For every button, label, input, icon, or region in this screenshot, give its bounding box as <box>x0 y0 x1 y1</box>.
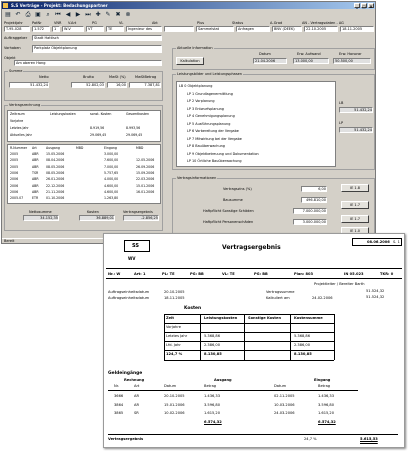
netto-field[interactable]: 51.432,24 <box>9 82 49 88</box>
report-info-label-1: Auftragseinheitsdatum <box>108 290 150 294</box>
table-cell[interactable]: ABR <box>32 158 39 163</box>
lp-value: 51.432,24 <box>339 127 373 133</box>
table-cell[interactable]: 01.10.2006 <box>46 196 65 201</box>
vnr-field[interactable]: 1 <box>52 26 60 32</box>
report-title: Vertragsergebnis <box>222 244 281 251</box>
table-cell[interactable]: ABR <box>32 189 39 194</box>
bausumme-label: Bausumme <box>223 198 243 202</box>
geld-cell: 1.436,33 <box>204 394 221 398</box>
bausumme-field[interactable]: 496.810,00 <box>301 197 327 203</box>
new-icon[interactable]: ✚ <box>95 11 101 18</box>
kosten-vrule <box>164 314 165 360</box>
ergebnis-label: Vertragsergebnis <box>108 437 144 441</box>
geld-cell: SR <box>134 411 139 415</box>
geld-cell: 3865 <box>114 411 124 415</box>
report-head-cell: VL: TE <box>222 272 235 276</box>
minimize-button[interactable]: _ <box>356 4 358 9</box>
tree-item[interactable]: LP 4 Genehmigungsplanung <box>187 114 235 118</box>
kosten-header: Leistungskosten <box>204 316 238 320</box>
report-head-cell: PG: BB <box>254 272 268 276</box>
vertrag-start-field[interactable]: 22.10.2005 <box>304 26 338 32</box>
aufwand-label: Erw. Aufwand <box>297 52 321 56</box>
geld-rule <box>108 434 398 435</box>
report-logo <box>124 240 150 252</box>
table-cell[interactable]: 15.01.2006 <box>136 183 155 188</box>
geld-cell: AR <box>134 394 139 398</box>
label-akt: Akt <box>152 21 158 25</box>
kosten-cell: 124,7 % <box>166 352 183 356</box>
table-cell[interactable]: 08.05.2006 <box>46 170 65 175</box>
lb-value: 51.432,24 <box>339 107 373 113</box>
table-cell[interactable]: 2005.07 <box>10 196 24 201</box>
table-cell[interactable]: 12.05.2006 <box>136 158 155 163</box>
report-head-cell: PL: TE <box>162 272 175 276</box>
geld-cell: 6.574,32 <box>204 419 222 424</box>
report-date-box <box>352 238 402 246</box>
table-cell[interactable]: 2006 <box>10 170 19 175</box>
grid-cell: 29.069,45 <box>90 133 107 137</box>
label-vart: V.Art <box>68 21 77 25</box>
potnr-field[interactable]: 1.572 <box>32 26 50 32</box>
aufwand-field: 13.000,00 <box>293 58 329 64</box>
haftpflicht-sonstige-field[interactable]: 7.000.000,00 <box>293 208 327 214</box>
ie17-button-a[interactable]: IE 1.7 <box>341 201 369 209</box>
tree-item[interactable]: LP 1 Grundlagenermittlung <box>187 91 233 96</box>
table-cell[interactable]: 4.600,00 <box>104 189 119 194</box>
vertragsinfo-group <box>172 178 375 238</box>
nettosumme-value: 34.152,35 <box>23 215 59 221</box>
plus-select[interactable] <box>164 26 194 32</box>
grid-header: Eingang <box>104 146 117 150</box>
kosten-rule <box>164 341 334 342</box>
vertragsrechnung-title: Vertragsrechnung <box>9 103 41 107</box>
vertragsrechnung-group <box>4 105 163 231</box>
geld-sub-header: Nr. <box>114 384 119 388</box>
vertrag-end-field[interactable]: 18.11.2005 <box>340 26 374 32</box>
table-cell[interactable]: 26.01.2006 <box>46 177 65 182</box>
table-cell[interactable]: 2005 <box>10 164 19 169</box>
vorhaben-label: Vorhaben <box>4 46 21 50</box>
status-text: Bereit <box>4 239 15 243</box>
label-agrad: A-Grad <box>270 21 283 25</box>
tree-item[interactable]: LB 0 Objektplanung <box>179 84 213 88</box>
table-cell[interactable]: 16.01.2006 <box>136 189 155 194</box>
table-cell[interactable]: 7.600,00 <box>104 158 119 163</box>
geld-rule <box>108 390 358 391</box>
auftraggeber-label: Auftraggeber <box>4 36 28 40</box>
table-cell[interactable]: 08.04.2006 <box>46 158 65 163</box>
report-info-value-1: 20.10.2005 <box>164 290 185 294</box>
maximize-button[interactable]: □ <box>362 4 366 9</box>
geld-cell: 02.11.2005 <box>274 394 295 398</box>
ie17-button-b[interactable]: IE 1.7 <box>341 215 369 223</box>
haftpflicht-sonstige-label: Haftpflicht Sonstige Schäden <box>203 209 254 213</box>
print-icon[interactable]: ⎙ <box>25 11 31 18</box>
grid-header: Ausgang <box>46 146 60 150</box>
kosten-cell: 5.368,86 <box>294 334 311 338</box>
grid-cell: Aktuelles Jahr <box>10 133 32 137</box>
honorar-label: Netto <box>39 75 49 79</box>
kosten-cell: Lfd. Jahr <box>166 343 181 347</box>
kosten-cell: 8.130,85 <box>294 352 312 356</box>
kosten-label: Kosten <box>87 210 99 214</box>
an-select[interactable]: BNV (DEEK) <box>272 26 302 32</box>
close-button[interactable]: x <box>369 4 373 9</box>
table-cell[interactable]: 2005 <box>10 152 19 156</box>
table-cell[interactable]: 2005 <box>10 158 19 163</box>
report-head-cell: Nr.: W <box>108 272 121 276</box>
label-potnr: PotNr <box>32 21 42 25</box>
honorar-erw-field: 50.500,00 <box>333 58 371 64</box>
report-code: WV <box>128 256 136 261</box>
tree-item[interactable]: LP 9 Objektbetreuung und Dokumentation <box>187 151 259 156</box>
geld-cell: 1.615,20 <box>318 411 335 415</box>
geld-cell: 3864 <box>114 402 124 407</box>
lp-label: LP <box>339 121 344 125</box>
auftraggeber-field[interactable]: Stadt Hattisch <box>32 35 162 41</box>
kosten-grid <box>7 110 161 142</box>
table-cell[interactable]: 2006 <box>10 183 19 188</box>
leistung-group <box>172 74 375 170</box>
edit-icon[interactable]: ✎ <box>105 11 111 18</box>
geld-group-header: Ausgang <box>214 378 232 382</box>
report-head-cell: Plan: 803 <box>294 272 314 276</box>
report-mid-value-2: 24.02.2006 <box>312 296 333 300</box>
haftpflicht-personen-label: Haftpflicht Personenschäden <box>203 220 254 224</box>
geld-cell: 20.10.2005 <box>164 394 185 398</box>
mwstbetrag-label: MwStBetrag <box>135 75 157 79</box>
kosten-header: Zeit <box>166 316 174 320</box>
grid-cell: Letztes Jahr <box>10 126 29 130</box>
geld-group-header: Rechnung <box>124 378 145 382</box>
report-projektleiter: Projektleiter / Bereiter Barth <box>314 282 365 286</box>
geld-cell: 1.436,33 <box>318 394 335 398</box>
prev-icon[interactable]: ◀ <box>65 11 71 18</box>
label-projektjahr: Projektjahr <box>4 21 23 25</box>
kosten-vrule <box>290 314 291 360</box>
open-icon[interactable]: ▤ <box>5 11 11 18</box>
last-icon[interactable]: ⏭ <box>85 11 91 18</box>
kosten-header: Kostensumme <box>294 316 323 320</box>
geld-cell: 3.596,80 <box>318 402 335 407</box>
vertragsergebnis-label: Vertragsergebnis <box>123 210 153 214</box>
kosten-rule <box>164 360 334 361</box>
geld-sub-header: Art <box>134 384 140 388</box>
ergebnis-value: 5.615,53 <box>360 437 378 441</box>
vertragsergebnis-value: -2.856,25 <box>123 215 159 221</box>
kosten-cell: Letztes Jahr <box>166 334 188 338</box>
table-cell[interactable]: 2006 <box>10 189 19 194</box>
mwstbetrag-field[interactable]: 7.387,81 <box>129 82 161 88</box>
label-plus: Plus <box>197 21 205 25</box>
kosten-cell: 8.130,85 <box>204 352 222 356</box>
tree-item[interactable]: LP 3 Entwurfsplanung <box>187 106 224 111</box>
table-cell[interactable]: ABR <box>32 183 39 188</box>
table-cell[interactable]: 22.12.2006 <box>46 183 65 188</box>
report-logo-text: SS <box>132 243 139 249</box>
kosten-rule <box>164 323 334 324</box>
lb-label: LB <box>339 101 344 105</box>
vart-select[interactable]: W-V <box>62 26 84 32</box>
grid-header: MBD <box>136 146 144 150</box>
tree-item[interactable]: LP 6 Vorbereitung der Vergabe <box>187 129 239 133</box>
geld-sub-header: Datum <box>164 384 177 388</box>
mwst-field[interactable]: 16,00 <box>107 82 127 88</box>
leistung-title: Leistungsbilder und Leistungsphasen <box>177 72 243 76</box>
report-info-value-2: 18.11.2005 <box>164 296 185 300</box>
kosten-value: 36.889,01 <box>79 215 115 221</box>
objekt-label: Objekt <box>4 56 16 60</box>
report-mid-label-2: Kalkuliert am <box>266 296 290 300</box>
report-document <box>103 233 405 448</box>
label-status: Status <box>232 21 244 25</box>
grid-cell: 29.069,45 <box>126 133 143 137</box>
geld-cell: AR <box>134 402 139 407</box>
first-icon[interactable]: ⏮ <box>55 11 61 18</box>
table-cell[interactable]: 2006 <box>10 177 19 182</box>
brutto-field[interactable]: 52.802,03 <box>71 82 105 88</box>
save-icon[interactable]: ▣ <box>35 11 41 18</box>
haftpflicht-personen-field[interactable]: 3.000.000,00 <box>293 219 327 225</box>
report-right-value-1: 51.524,32 <box>366 289 385 293</box>
report-mid-label-1: Vertragssumme <box>266 290 295 294</box>
report-page: S. 1 <box>393 240 400 244</box>
table-cell[interactable]: 15.05.2006 <box>46 152 65 156</box>
table-cell[interactable]: 4.000,00 <box>104 177 119 182</box>
kalkulation-button[interactable]: Kalkulation <box>176 57 204 65</box>
grid-header: sonst. Kosten <box>90 112 112 116</box>
kosten-vrule <box>334 314 335 360</box>
table-cell[interactable]: ABR <box>32 177 39 182</box>
geld-cell: 6.574,32 <box>318 419 336 424</box>
leistung-tree[interactable] <box>176 81 336 167</box>
mwst-label: MwSt (%) <box>109 75 126 79</box>
kosten-header: Sonstige Kosten <box>248 316 282 320</box>
table-cell[interactable]: 22.03.2006 <box>136 177 155 182</box>
delete-icon[interactable]: ✖ <box>115 11 121 18</box>
grid-header: Art <box>32 146 37 150</box>
report-head-cell: IN 05.023 <box>344 272 364 276</box>
toolbar <box>4 11 132 19</box>
kosten-vrule <box>244 314 245 360</box>
table-cell[interactable]: 5.757,65 <box>104 170 119 175</box>
kosten-cell: Vorjahre <box>166 325 181 329</box>
table-cell[interactable]: 1.263,80 <box>104 196 119 201</box>
table-cell[interactable]: ETR <box>32 196 39 201</box>
vertragszins-field[interactable]: 6,00 <box>301 186 327 192</box>
aktuelle-info-title: Aktuelle Information <box>177 46 213 50</box>
ie18-button[interactable]: IE 1.8 <box>341 184 369 192</box>
back-icon[interactable]: ↶ <box>15 11 21 18</box>
tree-item[interactable]: LP 2 Vorplanung <box>187 99 215 103</box>
main-window <box>1 1 376 244</box>
geld-cell: 3.596,80 <box>204 402 221 407</box>
ergebnis-pct: 24,7 % <box>304 437 317 441</box>
table-cell[interactable]: 26.09.2006 <box>136 164 155 169</box>
label-pg: PG <box>92 21 97 25</box>
vertragszins-label: Vertragszins (%) <box>223 187 252 191</box>
agrad-select[interactable]: Anfragen <box>236 26 270 32</box>
table-cell[interactable]: 21.11.2006 <box>46 189 65 194</box>
grid-header: Leistungskosten <box>50 112 76 116</box>
ie10-button[interactable]: IE 1.0 <box>341 227 369 235</box>
kosten-vrule <box>200 314 201 360</box>
tree-item[interactable]: LP 5 Ausführungsplanung <box>187 121 231 126</box>
kosten-cell: 5.368,86 <box>204 334 221 338</box>
geld-sub-header: Betrag <box>204 384 217 388</box>
summe-title: Summe <box>9 69 23 73</box>
label-vl: VL <box>119 21 124 25</box>
geld-sub-header: Betrag <box>318 384 331 388</box>
report-right-value-2: 51.524,32 <box>366 295 385 299</box>
table-cell[interactable]: TSR <box>32 170 39 175</box>
table-cell[interactable]: 08.05.2006 <box>46 164 65 169</box>
label-vertragsdaten: AN - Vertragsdaten - AG <box>302 21 344 25</box>
akt-select[interactable]: Ingenieur des <box>126 26 162 32</box>
geld-sub-header: Datum <box>274 384 287 388</box>
aktuelle-info-group <box>172 48 375 70</box>
kosten-rule <box>164 350 334 351</box>
summe-group <box>4 71 163 101</box>
grid-header: Zeitraum <box>10 112 25 116</box>
table-cell[interactable]: 15.09.2006 <box>136 170 155 175</box>
vorhaben-field[interactable]: Parkplatz Objektplanung <box>32 45 162 53</box>
vl-select[interactable]: TE <box>106 26 124 32</box>
next-icon[interactable]: ▶ <box>75 11 81 18</box>
app-icon <box>3 3 8 8</box>
projektjahr-field[interactable]: T-95-028 <box>4 26 30 32</box>
report-head-cell: PG: BB <box>190 272 204 276</box>
table-cell[interactable]: 7.000,00 <box>104 164 119 169</box>
rechnungen-grid <box>7 144 161 204</box>
honorar-erw-label: Erw. Honorar <box>339 52 362 56</box>
tree-item[interactable]: LP 8 Bauüberwachung <box>187 144 225 148</box>
close-icon[interactable]: ⊗ <box>125 11 131 18</box>
table-cell[interactable]: 4.600,00 <box>104 183 119 188</box>
geld-group-header: Eingang <box>314 378 331 382</box>
geld-cell: 3666 <box>114 394 124 398</box>
geld-title: Geldeingänge <box>108 371 143 376</box>
datum-label: Datum <box>259 52 271 56</box>
geld-cell: 1.615,20 <box>204 411 221 415</box>
report-head-cell: Art: 1 <box>134 272 146 276</box>
objekt-field[interactable]: Am oberen Hang <box>14 60 162 66</box>
status-select[interactable]: Sammelstat <box>196 26 234 32</box>
geld-cell: 24.03.2006 <box>274 411 295 415</box>
brutto-label: Brutto <box>83 75 94 79</box>
kosten-title: Kosten <box>184 306 202 311</box>
pg-select[interactable]: VT <box>86 26 104 32</box>
tree-item[interactable]: LP 7 Mitwirkung bei der Vergabe <box>187 136 242 141</box>
geld-cell: 10.02.2006 <box>164 411 185 415</box>
report-info-label-2: Auftragseinheitsdatum <box>108 296 150 300</box>
kosten-rule <box>164 332 334 333</box>
search-icon[interactable]: ⌕ <box>46 11 50 18</box>
vertragsinfo-title: Vertragsinformationen <box>177 176 217 180</box>
grid-header: MBD <box>76 146 84 150</box>
datum-field: 21.04.2006 <box>253 58 287 64</box>
grid-cell: 8.919,56 <box>90 126 105 130</box>
report-date: 08.06.2006 <box>367 240 390 244</box>
geld-cell: 15.01.2006 <box>164 402 185 407</box>
geld-cell: 10.03.2006 <box>274 402 295 407</box>
table-cell[interactable]: ABR <box>32 164 39 169</box>
kosten-cell: 2.386,00 <box>294 343 311 347</box>
tree-item[interactable]: LP 10 Örtliche Bauüberwachung <box>187 159 242 163</box>
kosten-cell: 2.386,00 <box>204 343 221 347</box>
title-bar <box>2 2 375 9</box>
report-head-cell: TKR: 0 <box>380 272 394 276</box>
grid-cell: 8.993,56 <box>126 126 141 130</box>
grid-header: R-Nummer <box>10 146 28 150</box>
nettosumme-label: Nettosumme <box>29 210 52 214</box>
label-vnr: VNR <box>54 21 62 25</box>
window-title: S.S Verträge - Projekt: Bedachungspartner <box>11 3 108 8</box>
table-cell[interactable]: ABR <box>32 152 39 156</box>
kosten-rule <box>164 314 334 315</box>
grid-cell: Vorjahre <box>10 119 24 123</box>
table-cell[interactable]: 3.000,00 <box>104 152 119 156</box>
grid-header: Gesamtkosten <box>126 112 149 116</box>
